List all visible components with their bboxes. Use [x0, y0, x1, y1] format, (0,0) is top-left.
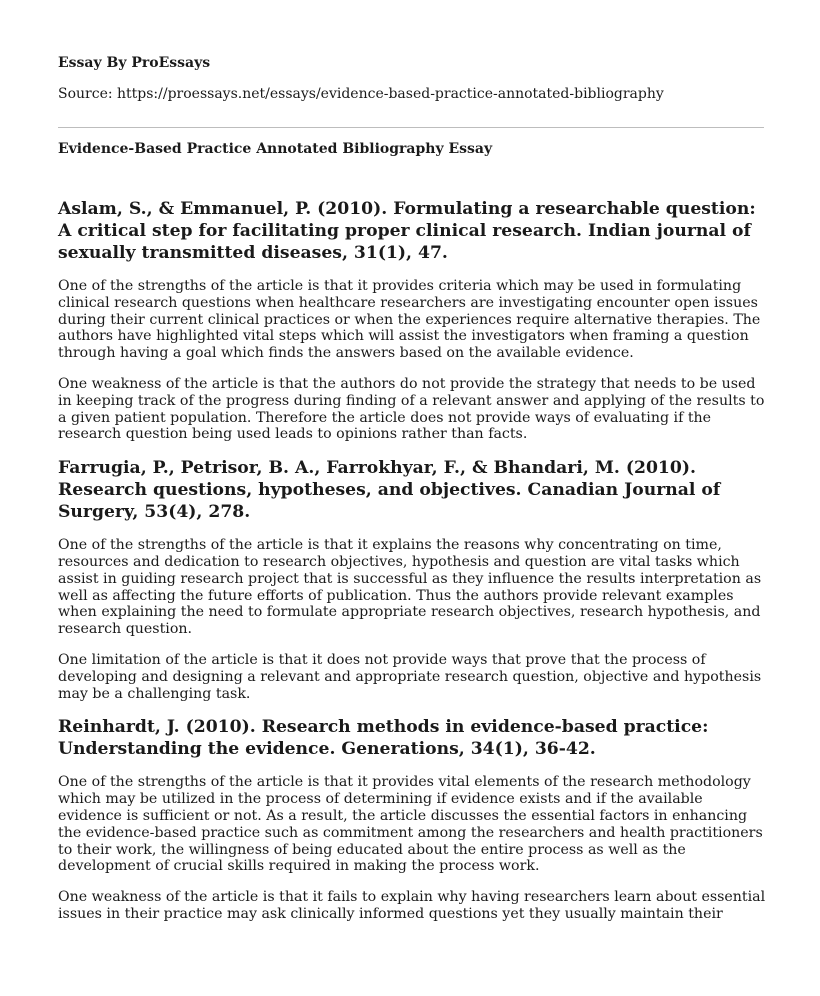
- essay-title: Evidence-Based Practice Annotated Bibliography Essay: [58, 141, 493, 157]
- entry-paragraph: One of the strengths of the article is that it provides criteria which may be used in formulating clinical research questions when healthcare researchers are investigating encounter open issues during their current clinical practices or when the experiences require alternative therapies. The authors have highlighted vital steps which will assist the investigators when framing a question through having a goal which finds the answers based on the available evidence.: [58, 278, 761, 362]
- essay-by-label: Essay By ProEssays: [58, 55, 211, 71]
- entry-heading: Farrugia, P., Petrisor, B. A., Farrokhyar, F., & Bhandari, M. (2010). Research questions, hypotheses, and objectives. Canadian Journal of Surgery, 53(4), 278.: [58, 458, 721, 523]
- source-url: Source: https://proessays.net/essays/evidence-based-practice-annotated-bibliography: [58, 86, 664, 102]
- entry-heading: Reinhardt, J. (2010). Research methods in evidence-based practice: Understanding the evidence. Generations, 34(1), 36-42.: [58, 717, 709, 760]
- entry-paragraph: One limitation of the article is that it does not provide ways that prove that the process of developing and designing a relevant and appropriate research question, objective and hypothesis may be a challenging task.: [58, 651, 762, 702]
- bibliography-content: [58, 198, 766, 937]
- bibliography-entry-aslam: [58, 198, 766, 443]
- entry-paragraph: One weakness of the article is that it fails to explain why having researchers learn about essential issues in their practice may ask clinically informed questions yet they usually maintain their: [58, 889, 766, 922]
- entry-paragraph: One of the strengths of the article is that it provides vital elements of the research methodology which may be utilized in the process of determining if evidence exists and if the available evidence is sufficient or not. As a result, the article discusses the essential factors in enhancing the evidence-based practice such as commitment among the researchers and health practitioners to their work, the willingness of being educated about the entire process as well as the development of crucial skills required in making the process work.: [58, 774, 763, 875]
- header-divider: [58, 127, 764, 128]
- entry-paragraph: One weakness of the article is that the authors do not provide the strategy that needs to be used in keeping track of the progress during finding of a relevant answer and applying of the results to a given patient population. Therefore the article does not provide ways of evaluating if the research question being used leads to opinions rather than facts.: [58, 375, 765, 443]
- entry-heading: Aslam, S., & Emmanuel, P. (2010). Formulating a researchable question: A critical step for facilitating proper clinical research. Indian journal of sexually transmitted diseases, 31(1), 47.: [58, 199, 756, 263]
- bibliography-entry-farrugia: [58, 457, 766, 702]
- bibliography-entry-reinhardt: [58, 716, 766, 922]
- entry-paragraph: One of the strengths of the article is that it explains the reasons why concentrating on time, resources and dedication to research objectives, hypothesis and question are vital tasks which assist in guiding research project that is successful as they influence the results interpretation as well as affecting the future efforts of publication. Thus the authors provide relevant examples when explaining the need to formulate appropriate research objectives, research hypothesis, and research question.: [58, 537, 762, 638]
